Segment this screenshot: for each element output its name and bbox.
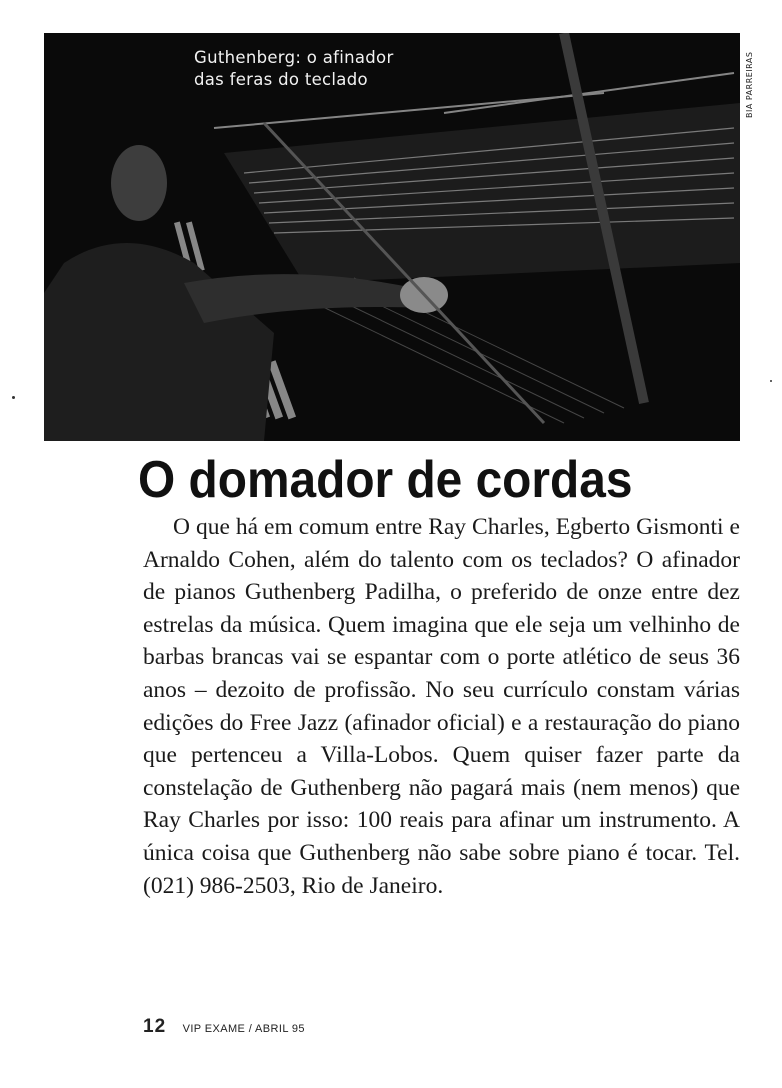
article-body: O que há em comum entre Ray Charles, Egberto Gismonti e Arnaldo Cohen, além do talento com os teclados? O afinador de pianos Guthenberg Padilha, o preferido de onze entre dez estrelas da música. Quem imagina que ele seja um velhinho de barbas brancas vai se espantar com o porte atlético de seus 36 anos – dezoito de profissão. No seu currículo constam várias edições do Free Jazz (afinador oficial) e a restauração do piano que pertenceu a Villa-Lobos. Quem quiser fazer parte da constelação de Guthenberg não pagará mais (nem menos) que Ray Charles por isso: 100 reais para afinar um instrumento. A única coisa que Guthenberg não sabe sobre piano é tocar. Tel. (021) 986-2503, Rio de Janeiro. — [143, 514, 740, 899]
photo-credit: BIA PARREIRAS — [745, 51, 754, 118]
photo-caption: Guthenberg: o afinador das feras do teclado — [194, 48, 394, 89]
piano-photo-illustration — [44, 33, 740, 441]
article-headline: O domador de cordas — [138, 451, 633, 509]
article-photo — [44, 33, 740, 441]
print-speck — [12, 396, 15, 399]
page-footer — [143, 1016, 305, 1038]
page-number: 12 — [143, 1016, 167, 1037]
print-speck — [770, 380, 772, 382]
publication-name: VIP EXAME / ABRIL 95 — [182, 1023, 305, 1035]
